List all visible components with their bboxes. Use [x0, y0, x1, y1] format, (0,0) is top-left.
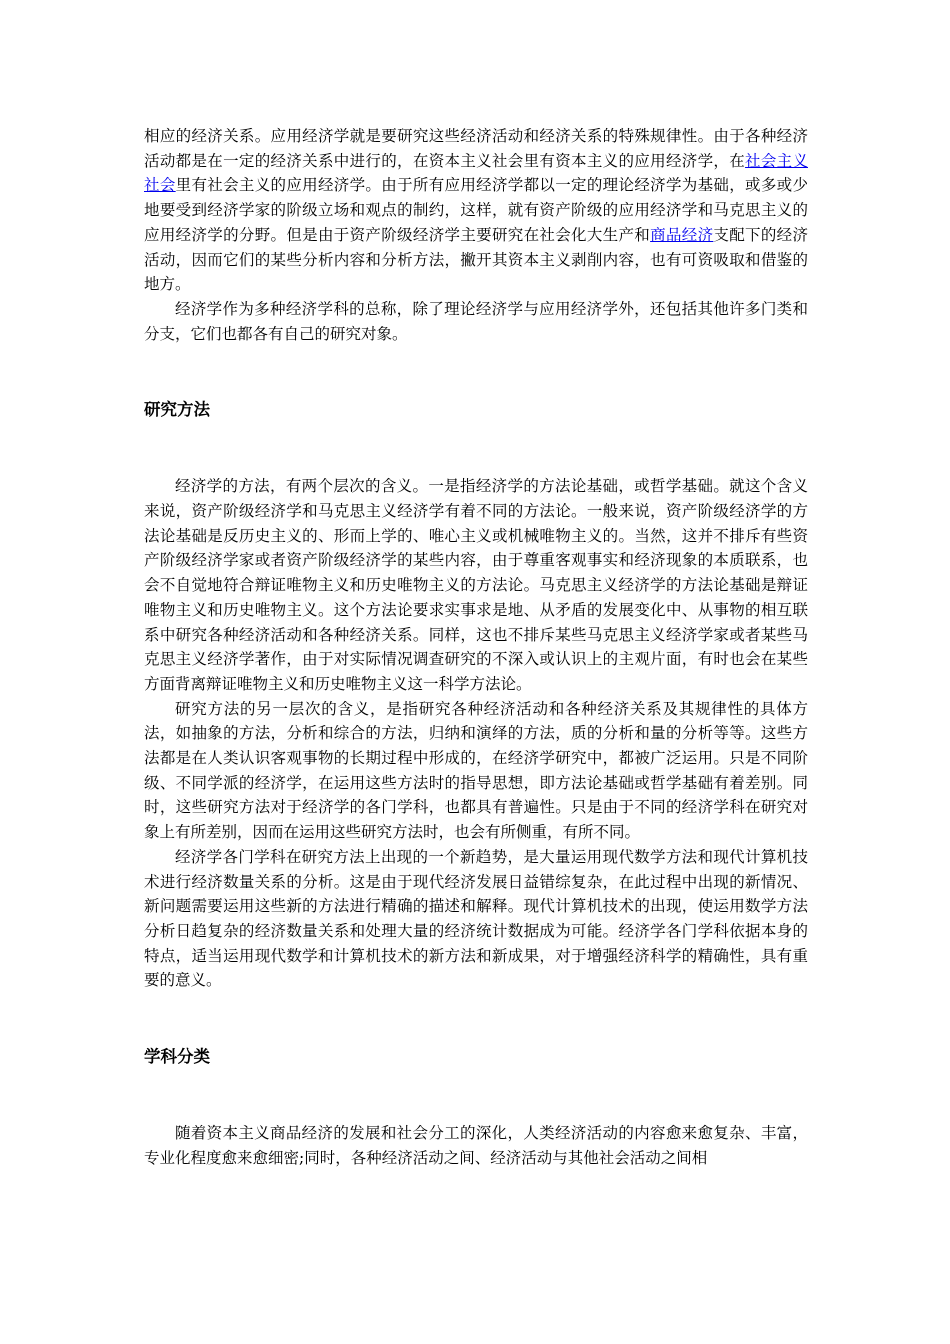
- link-socialist-society[interactable]: 社会主义社会: [144, 151, 808, 195]
- text-run: 支配下的经济活动，因而它们的某些分析内容和分析方法，撇开其资本主义剥削内容，也有可资吸取和借鉴的地方。: [144, 225, 808, 294]
- spacer: [144, 993, 808, 1045]
- text-run: 相应的经济关系。应用经济学就是要研究这些经济活动和经济关系的特殊规律性。由于各种经济活动都是在一定的经济关系中进行的，在资本主义社会里有资本主义的应用经济学，在: [144, 127, 808, 170]
- paragraph-new-trends: 经济学各门学科在研究方法上出现的一个新趋势，是大量运用现代数学方法和现代计算机技术进行经济数量关系的分析。这是由于现代经济发展日益错综复杂，在此过程中出现的新情况、新问题需要运用这些新的方法进行精确的描述和解释。现代计算机技术的出现，使运用数学方法分析日趋复杂的经济数量关系和处理大量的经济统计数据成为可能。经济学各门学科依据本身的特点，适当运用现代数学和计算机技术的新方法和新成果，对于增强经济科学的精确性，具有重要的意义。: [144, 847, 808, 990]
- paragraph-concrete-methods: 研究方法的另一层次的含义，是指研究各种经济活动和各种经济关系及其规律性的具体方法，如抽象的方法，分析和综合的方法，归纳和演绎的方法，质的分析和量的分析等等。这些方法都是在人类认识客观事物的长期过程中形成的，在经济学研究中，都被广泛运用。只是不同阶级、不同学派的经济学，在运用这些方法时的指导思想，即方法论基础或哲学基础有着差别。同时，这些研究方法对于经济学的各门学科，也都具有普遍性。只是由于不同的经济学科在研究对象上有所差别，因而在运用这些研究方法时，也会有所侧重，有所不同。: [144, 699, 808, 842]
- paragraph-classification: 随着资本主义商品经济的发展和社会分工的深化，人类经济活动的内容愈来愈复杂、丰富，专业化程度愈来愈细密;同时，各种经济活动之间、经济活动与其他社会活动之间相: [144, 1124, 808, 1167]
- paragraph-methodology: 经济学的方法，有两个层次的含义。一是指经济学的方法论基础，或哲学基础。就这个含义来说，资产阶级经济学和马克思主义经济学有着不同的方法论。一般来说，资产阶级经济学的方法论基础是反历史主义的、形而上学的、唯心主义或机械唯物主义的。当然，这并不排斥有些资产阶级经济学家或者资产阶级经济学的某些内容，由于尊重客观事实和经济现象的本质联系，也会不自觉地符合辩证唯物主义和历史唯物主义的方法论。马克思主义经济学的方法论基础是辩证唯物主义和历史唯物主义。这个方法论要求实事求是地、从矛盾的发展变化中、从事物的相互联系中研究各种经济活动和各种经济关系。同样，这也不排斥某些马克思主义经济学家或者某些马克思主义经济学著作，由于对实际情况调查研究的不深入或认识上的主观片面，有时也会在某些方面背离辩证唯物主义和历史唯物主义这一科学方法论。: [144, 477, 808, 693]
- spacer: [144, 1069, 808, 1121]
- section-heading-classification: 学科分类: [144, 1047, 210, 1067]
- paragraph-applied-economics: [144, 124, 808, 297]
- spacer: [144, 422, 808, 474]
- document-body: [144, 124, 808, 1171]
- link-commodity-economy[interactable]: 商品经济: [650, 225, 714, 244]
- section-heading-research-methods: 研究方法: [144, 400, 210, 420]
- paragraph-economics-summary: 经济学作为多种经济学科的总称，除了理论经济学与应用经济学外，还包括其他许多门类和分支，它们也都各有自己的研究对象。: [144, 299, 808, 343]
- spacer: [144, 346, 808, 398]
- text-run: 里有社会主义的应用经济学。由于所有应用经济学都以一定的理论经济学为基础，或多或少地要受到经济学家的阶级立场和观点的制约，这样，就有资产阶级的应用经济学和马克思主义的应用经济学的分野。但是由于资产阶级经济学主要研究在社会化大生产和: [144, 176, 808, 244]
